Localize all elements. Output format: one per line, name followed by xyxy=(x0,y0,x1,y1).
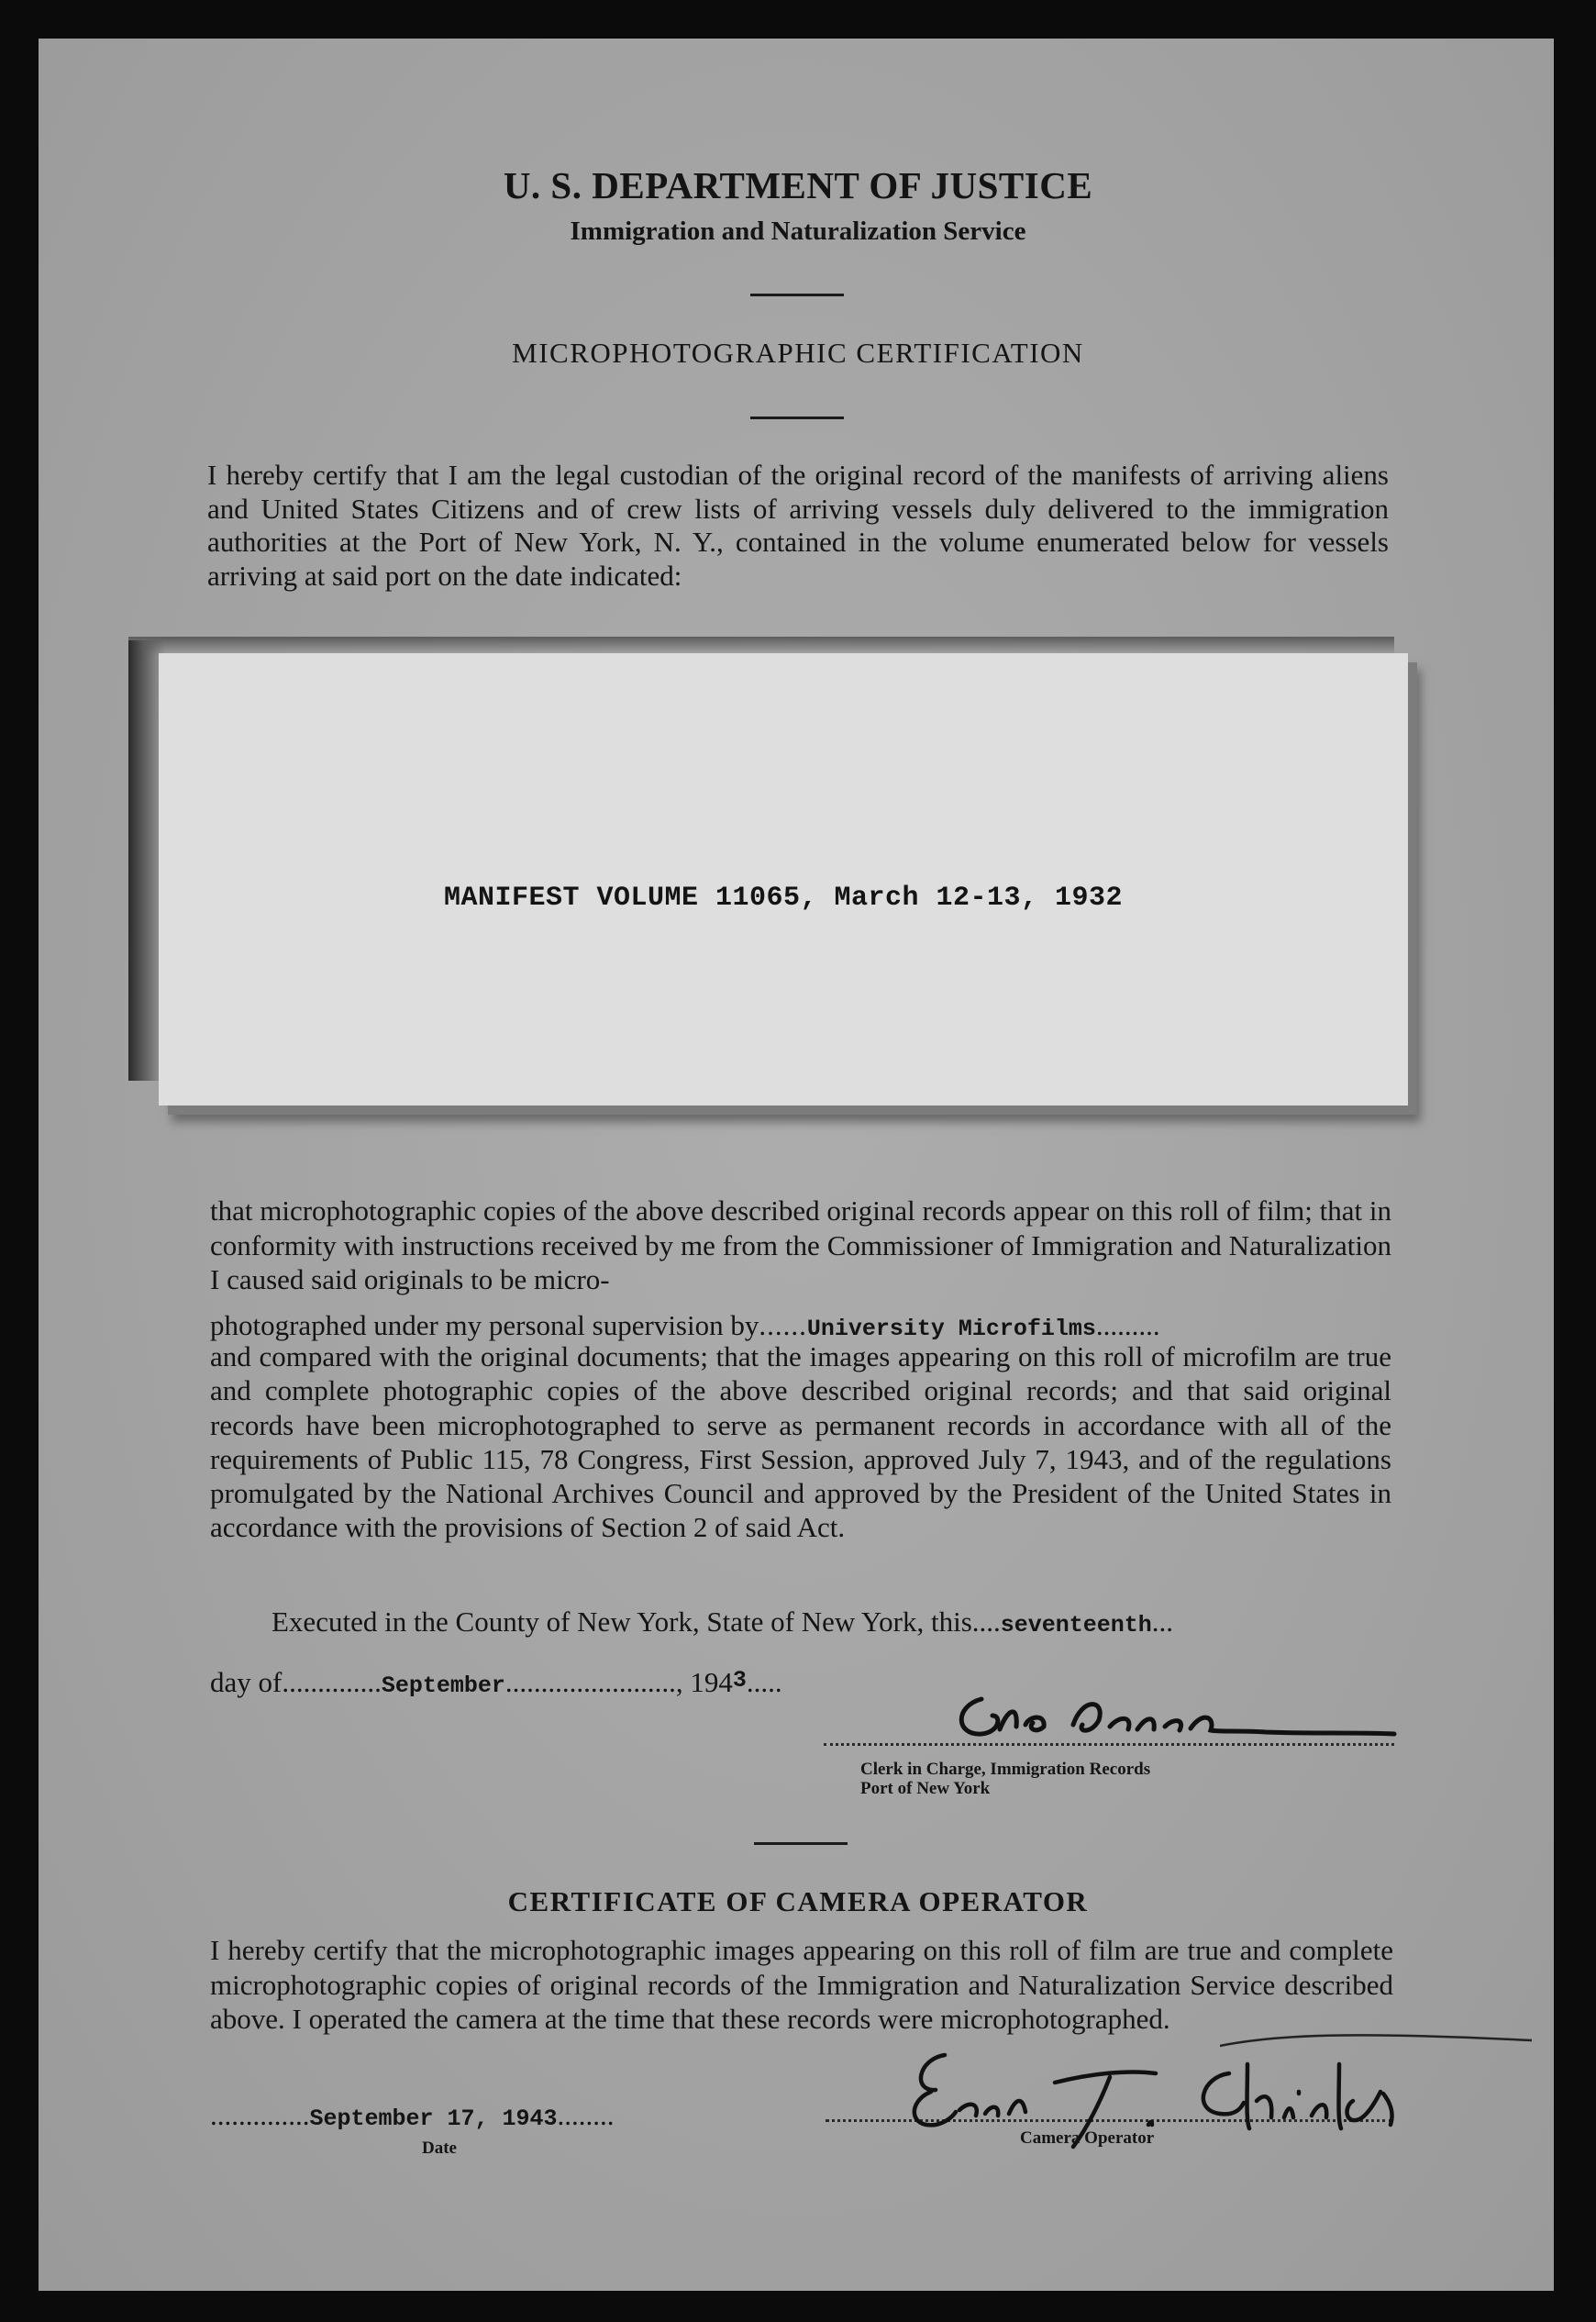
divider-rule xyxy=(754,1842,848,1845)
divider-rule xyxy=(750,417,844,419)
dot-leader: .............. xyxy=(282,1666,382,1698)
department-title: U. S. DEPARTMENT OF JUSTICE xyxy=(503,164,1093,206)
service-subtitle: Immigration and Naturalization Service xyxy=(570,217,1026,246)
year-digit: 3 xyxy=(732,1667,747,1694)
dot-leader: ...... xyxy=(759,1309,807,1341)
camera-certificate-heading: CERTIFICATE OF CAMERA OPERATOR xyxy=(507,1885,1089,1917)
year-prefix: , 194 xyxy=(675,1666,733,1698)
certification-heading: MICROPHOTOGRAPHIC CERTIFICATION xyxy=(512,337,1084,369)
clerk-title xyxy=(860,1760,1150,1798)
camera-date-line xyxy=(210,2099,615,2132)
divider-rule xyxy=(750,294,844,296)
camera-certificate-body: I hereby certify that the microphotographic images appearing on this roll of film are true and complete microphotographic copies of original records of the Immigration and Naturalization Service described above. I operated the camera at the time that these records were microphotographed. xyxy=(210,1934,1393,2035)
camera-operator-label: Camera Operator xyxy=(1020,2128,1155,2148)
camera-date-label: Date xyxy=(422,2139,457,2158)
certification-body-2: and compared with the original documents; that the images appearing on this roll of microfilm are true and complete photographic copies of the above described original records; and that said original records have been microphotographed to serve as permanent records in accordance with all of the requirements of Public 115, 78 Congress, First Session, approved July 7, 1943, and of the regulations promulgated by the National Archives Council and approved by the President of the United States in accordance with the provisions of Section 2 of said Act. xyxy=(210,1340,1391,1544)
camera-date-value: September 17, 1943 xyxy=(309,2105,558,2132)
dot-leader: .............. xyxy=(210,2099,310,2131)
volume-card xyxy=(159,653,1408,1105)
day-of-line xyxy=(210,1666,782,1699)
dot-leader: ... xyxy=(1151,1605,1174,1638)
clerk-title-line-2: Port of New York xyxy=(860,1779,991,1798)
executed-prefix: Executed in the County of New York, State of New York, this xyxy=(272,1605,972,1638)
executed-line xyxy=(272,1605,1173,1639)
dot-leader: .... xyxy=(971,1605,1001,1638)
dot-leader: ........ xyxy=(557,2099,615,2131)
dot-leader: ......... xyxy=(1095,1309,1160,1341)
supervision-line xyxy=(210,1309,1160,1342)
card-shadow xyxy=(128,637,1394,655)
clerk-title-line-1: Clerk in Charge, Immigration Records xyxy=(860,1760,1151,1779)
certification-body-1: that microphotographic copies of the above described original records appear on this roll of film; that in conformity with instructions received by me from the Commissioner of Immigration and Naturalization I caused said originals to be micro- xyxy=(210,1194,1391,1295)
day-of-prefix: day of xyxy=(210,1666,283,1698)
camera-operator-signature xyxy=(881,2037,1431,2165)
dot-leader: ..... xyxy=(746,1666,782,1698)
certification-intro: I hereby certify that I am the legal custodian of the original record of the manifests of arriving aliens and United States Citizens and of crew lists of arriving vessels duly delivered to the immigration authorities at the Port of New York, N. Y., contained in the volume enumerated below for vessels arriving at said port on the date indicated: xyxy=(207,459,1389,592)
executed-day-value: seventeenth xyxy=(1000,1612,1152,1639)
manifest-volume-label: MANIFEST VOLUME 11065, March 12-13, 1932 xyxy=(443,883,1124,914)
month-value: September xyxy=(381,1672,505,1699)
clerk-signature xyxy=(945,1679,1403,1752)
dot-leader: ........................ xyxy=(504,1666,676,1698)
supervision-prefix: photographed under my personal supervision by xyxy=(210,1309,759,1341)
supervision-by-value: University Microfilms xyxy=(806,1316,1096,1342)
